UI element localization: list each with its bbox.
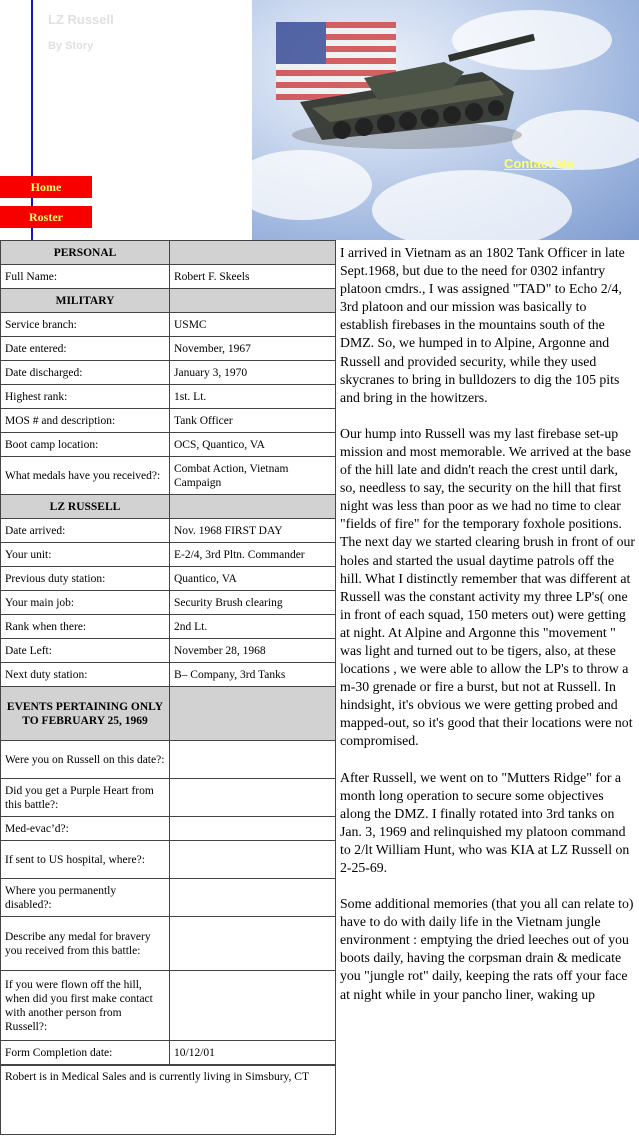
form-notes: Robert is in Medical Sales and is currently living in Simsbury, CT [0, 1065, 336, 1135]
form-row [1, 841, 336, 879]
section-blank-cell [170, 289, 336, 313]
section-title: PERSONAL [1, 241, 170, 265]
vertical-divider [31, 0, 33, 240]
form-row [1, 313, 336, 337]
field-value: Tank Officer [170, 409, 336, 433]
field-label: Full Name: [1, 265, 170, 289]
field-value: B– Company, 3rd Tanks [170, 663, 336, 687]
field-label: Highest rank: [1, 385, 170, 409]
section-blank-cell [170, 687, 336, 741]
section-blank-cell [170, 241, 336, 265]
field-value: 10/12/01 [170, 1041, 336, 1065]
story-paragraph: Some additional memories (that you all can relate to) have to do with daily life in the Vietnam jungle environment : emptying the dried leeches out of you boots daily, having the corpsman drain & medicate you "jungle rot" daily, keeping the rats off your face at night while in your pancho liner, waking up [340, 896, 634, 1002]
form-row [1, 917, 336, 971]
field-value: E-2/4, 3rd Pltn. Commander [170, 543, 336, 567]
form-row [1, 1041, 336, 1065]
form-row [1, 409, 336, 433]
field-label: Med-evac’d?: [1, 817, 170, 841]
field-label: Your unit: [1, 543, 170, 567]
form-row [1, 879, 336, 917]
field-value: 2nd Lt. [170, 615, 336, 639]
field-value [170, 971, 336, 1041]
field-value [170, 779, 336, 817]
field-value [170, 817, 336, 841]
field-value: November 28, 1968 [170, 639, 336, 663]
form-row [1, 663, 336, 687]
field-value [170, 879, 336, 917]
story-paragraph: I arrived in Vietnam as an 1802 Tank Officer in late Sept.1968, but due to the need for 0302 infantry platoon cmdrs., I was assigned "TAD" to Echo 2/4, 3rd platoon and our mission was basically to establish firebases in the mountains south of the DMZ. So, we humped in to Alpine, Argonne and Russell and provided security, while they used skycranes to bring in bulldozers to dig the 105 pits and bring in the howitzers. [340, 245, 625, 405]
section-title: MILITARY [1, 289, 170, 313]
section-header-row [1, 687, 336, 741]
story-paragraph: After Russell, we went on to "Mutters Ridge" for a month long operation to secure some objectives along the DMZ. I finally rotated into 3rd tanks on Jan. 3, 1969 and relinquished my platoon command to 2/lt William Hunt, who was KIA at LZ Russell on 2-25-69. [340, 769, 630, 875]
field-value: Security Brush clearing [170, 591, 336, 615]
home-button[interactable]: Home [0, 176, 92, 198]
header-left-panel [0, 0, 252, 240]
form-row [1, 361, 336, 385]
field-value: USMC [170, 313, 336, 337]
form-row [1, 567, 336, 591]
section-blank-cell [170, 495, 336, 519]
form-row [1, 971, 336, 1041]
field-label: Describe any medal for bravery you received from this battle: [1, 917, 170, 971]
field-value: Robert F. Skeels [170, 265, 336, 289]
story-text [340, 244, 636, 1139]
field-value: Combat Action, Vietnam Campaign [170, 457, 336, 495]
field-label: Service branch: [1, 313, 170, 337]
field-label: Boot camp location: [1, 433, 170, 457]
section-header-row [1, 495, 336, 519]
field-label: Did you get a Purple Heart from this battle?: [1, 779, 170, 817]
site-title: LZ Russell [48, 12, 114, 27]
field-value: 1st. Lt. [170, 385, 336, 409]
form-row [1, 337, 336, 361]
field-label: Previous duty station: [1, 567, 170, 591]
field-value: Nov. 1968 FIRST DAY [170, 519, 336, 543]
tank-icon [252, 0, 639, 240]
form-row [1, 639, 336, 663]
roster-button[interactable]: Roster [0, 206, 92, 228]
form-row [1, 385, 336, 409]
form-row [1, 741, 336, 779]
field-label: What medals have you received?: [1, 457, 170, 495]
form-row [1, 265, 336, 289]
field-label: Were you on Russell on this date?: [1, 741, 170, 779]
field-label: Your main job: [1, 591, 170, 615]
field-label: Next duty station: [1, 663, 170, 687]
field-value: OCS, Quantico, VA [170, 433, 336, 457]
field-value: Quantico, VA [170, 567, 336, 591]
field-value [170, 917, 336, 971]
header-banner-image [252, 0, 639, 240]
form-row [1, 591, 336, 615]
form-row [1, 817, 336, 841]
service-form [0, 240, 336, 1135]
section-header-row [1, 289, 336, 313]
field-label: If sent to US hospital, where?: [1, 841, 170, 879]
field-label: Date discharged: [1, 361, 170, 385]
form-row [1, 519, 336, 543]
field-label: Form Completion date: [1, 1041, 170, 1065]
field-label: Date arrived: [1, 519, 170, 543]
field-label: Date entered: [1, 337, 170, 361]
field-label: MOS # and description: [1, 409, 170, 433]
form-row [1, 779, 336, 817]
section-title: EVENTS PERTAINING ONLY TO FEBRUARY 25, 1969 [1, 687, 170, 741]
field-label: Where you permanently disabled?: [1, 879, 170, 917]
field-value: November, 1967 [170, 337, 336, 361]
section-title: LZ RUSSELL [1, 495, 170, 519]
form-row [1, 615, 336, 639]
service-form-table [0, 240, 336, 1065]
field-value [170, 741, 336, 779]
story-paragraph: Our hump into Russell was my last firebase set-up mission and most memorable. We arrived at the base of the hill late and didn't reach the crest until dark, so, needless to say, the security on the hill that first night was less than poor as we had no time to clear "fields of fire" for the temporary foxhole positions. The next day we started clearing brush in front of our holes and started the usual daytime patrols off the hill. What I distinctly remember that was different at Russell was the constant activity my three LP's( one in front of each squad, 150 meters out) were getting at night. At Alpine and Argonne this "movement " was light and turned out to be tigers, also, at these locations , we were able to allow the LP's to throw a m-30 grenade or fire a burst, but not at Russell. In hindsight, it's obvious we were getting probed and mapped-out, so it's good that their locations were not compromised. [340, 425, 636, 749]
form-row [1, 433, 336, 457]
field-value [170, 841, 336, 879]
field-value: January 3, 1970 [170, 361, 336, 385]
form-row [1, 457, 336, 495]
section-header-row [1, 241, 336, 265]
field-label: Rank when there: [1, 615, 170, 639]
field-label: If you were flown off the hill, when did you first make contact with another person from Russell?: [1, 971, 170, 1041]
contact-me-link[interactable]: Contact Me [504, 156, 575, 171]
site-subtitle: By Story [48, 40, 94, 52]
field-label: Date Left: [1, 639, 170, 663]
form-row [1, 543, 336, 567]
